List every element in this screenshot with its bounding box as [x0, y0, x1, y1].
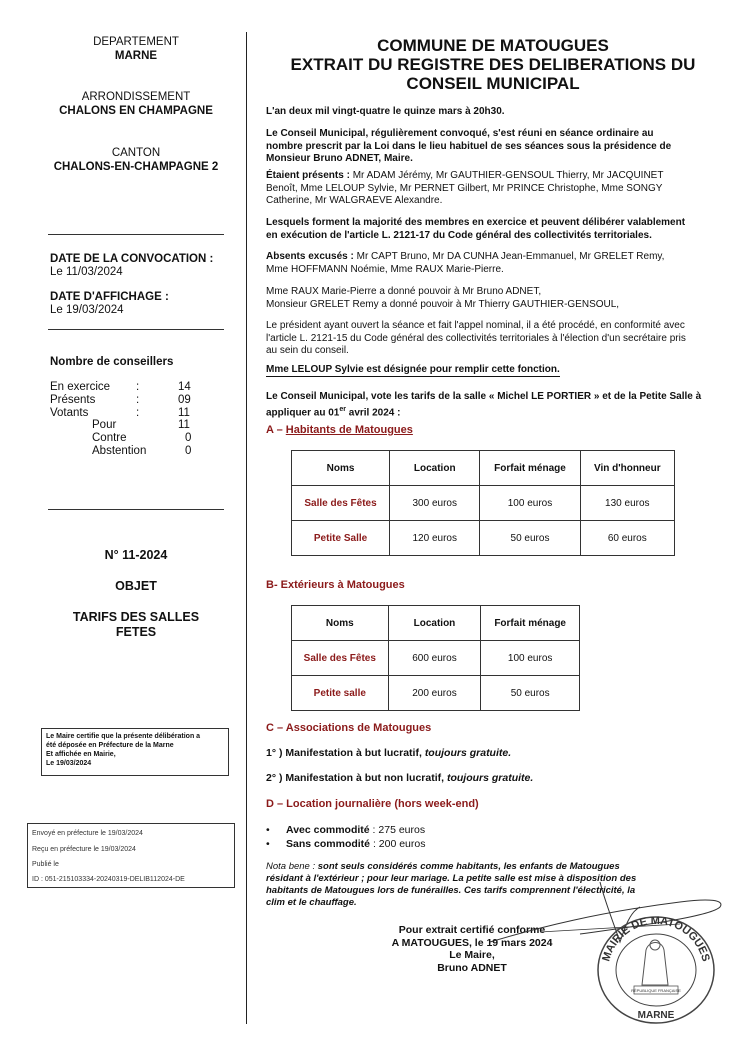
section-c-title: C – Associations de Matougues [266, 722, 432, 734]
list-item [266, 823, 425, 837]
majorite-line: Lesquels forment la majorité des membres en exercice et peuvent délibérer valablement [266, 217, 686, 228]
nota-line: sont seuls considérés comme habitants, les enfants de Matougues [315, 861, 620, 872]
pouvoirs-paragraph [266, 286, 718, 311]
vote-value: 0 [185, 432, 192, 444]
divider [48, 329, 224, 330]
count-sep: : [136, 381, 140, 393]
affichage-label: DATE D'AFFICHAGE : [50, 291, 169, 303]
vote-label: Contre [92, 432, 127, 444]
envoi-line: ID : 051-215103334-20240319-DELIB112024-DE [32, 876, 185, 883]
deliberation-number: N° 11-2024 [104, 548, 168, 562]
table-row [292, 486, 675, 521]
tarif-table-exterieurs [291, 605, 580, 711]
presents-line: Benoît, Mme LELOUP Sylvie, Mr PERNET Gilbert, Mr PRINCE Christophe, Mme SONGY [266, 182, 663, 194]
column-divider [246, 32, 247, 1024]
table-cell: 60 euros [580, 521, 674, 556]
presents-label: Étaient présents : [266, 170, 350, 181]
departement-value: MARNE [114, 50, 158, 62]
objet-line2: FETES [115, 625, 157, 639]
section-a-prefix: A – [266, 424, 286, 436]
president-line: Le président ayant ouvert la séance et fait l'appel nominal, il a été procédé, en conformité avec [266, 320, 685, 331]
section-c-item2-text: 2° ) Manifestation à but non lucratif, [266, 772, 447, 784]
intro-paragraph [266, 128, 718, 166]
divider [48, 234, 224, 235]
count-value: 09 [178, 394, 191, 406]
nota-prefix: Nota bene : [266, 861, 316, 872]
envoi-line: Publié le [32, 861, 59, 868]
stamp-bottom-text: MARNE [637, 1010, 675, 1021]
arrondissement-label: ARRONDISSEMENT [81, 91, 191, 103]
objet-label: OBJET [115, 579, 157, 593]
item-label: Sans commodité [286, 838, 371, 850]
vote-label: Abstention [92, 445, 147, 457]
president-paragraph [266, 320, 718, 358]
list-item [266, 837, 425, 851]
section-c-item2 [266, 772, 533, 784]
section-c-item1-emphasis: toujours gratuite. [424, 747, 512, 759]
table-cell: Salle des Fêtes [292, 486, 390, 521]
table-cell: 600 euros [388, 641, 481, 676]
envoi-line: Reçu en préfecture le 19/03/2024 [32, 846, 136, 853]
convocation-label: DATE DE LA CONVOCATION : [50, 253, 214, 265]
prefecture-box [27, 823, 235, 888]
table-cell: 120 euros [390, 521, 480, 556]
section-c-item1 [266, 747, 511, 759]
table-row [292, 641, 580, 676]
vote-line: Le Conseil Municipal, vote les tarifs de la salle « Michel LE PORTIER » et de la Petite Salle à [266, 391, 702, 402]
table-header-cell: Forfait ménage [481, 606, 580, 641]
bullet-icon: • [266, 824, 270, 836]
certif-line: Et affichée en Mairie, [46, 751, 116, 758]
objet-line1: TARIFS DES SALLES [72, 610, 200, 624]
certif-line: été déposée en Préfecture de la Marne [46, 742, 174, 749]
certif-line: Le Maire certifie que la présente délibération a [46, 733, 201, 740]
table-cell: 50 euros [481, 676, 580, 711]
section-a-title [266, 424, 413, 436]
nota-line: résidant à l'extérieur ; pour leur mariage. La petite salle est mise à disposition des [266, 873, 637, 884]
table-header-cell: Location [388, 606, 481, 641]
section-a-link: Habitants de Matougues [285, 424, 413, 436]
excuses-line: Mr CAPT Bruno, Mr DA CUNHA Jean-Emmanuel, Mr GRELET Remy, [356, 251, 665, 262]
table-header-cell: Forfait ménage [480, 451, 580, 486]
secretaire-line: Mme LELOUP Sylvie est désignée pour remplir cette fonction. [266, 364, 560, 375]
nota-line: habitants de Matougues lors de funérailles. Ces tarifs comprennent l'électricité, la [266, 885, 636, 896]
excuses-paragraph [266, 251, 718, 276]
table-header-row [292, 451, 675, 486]
president-line: l'article L. 2121-15 du Code général des collectivités territoriales à l'élection d'un secrétaire pris [266, 332, 686, 344]
count-label: Votants [50, 407, 89, 419]
presents-line: Catherine, Mr WALGRAEVE Alexandre. [266, 195, 443, 206]
header-line1: COMMUNE DE MATOUGUES [377, 36, 609, 55]
table-cell: 300 euros [390, 486, 480, 521]
table-header-cell: Noms [292, 451, 390, 486]
stamp-top-text: MAIRIE DE MATOUGUES [600, 914, 712, 963]
affichage-date: Le 19/03/2024 [50, 304, 124, 316]
certification-box [41, 728, 229, 776]
excuses-line: Mme HOFFMANN Noémie, Mme RAUX Marie-Pierre. [266, 263, 504, 275]
vote-label: Pour [92, 419, 117, 431]
excuses-label: Absents excusés : [266, 251, 354, 262]
table-cell: 130 euros [580, 486, 674, 521]
count-sep: : [136, 394, 140, 406]
vote-paragraph [266, 391, 718, 419]
table-cell: 100 euros [480, 486, 580, 521]
canton-value: CHALONS-EN-CHAMPAGNE 2 [53, 161, 219, 173]
table-header-cell: Location [390, 451, 480, 486]
table-cell: Petite Salle [292, 521, 390, 556]
divider [48, 509, 224, 510]
vote-line: appliquer au 01 [266, 406, 340, 418]
signature-line: Bruno ADNET [437, 961, 507, 974]
count-label: Présents [50, 394, 96, 406]
section-d-list [266, 823, 425, 851]
vote-line: avril 2024 : [345, 406, 401, 418]
section-c-item2-emphasis: toujours gratuite. [446, 772, 534, 784]
presents-line: Mr ADAM Jérémy, Mr GAUTHIER-GENSOUL Thierry, Mr JACQUINET [352, 170, 664, 181]
bullet-icon: • [266, 838, 270, 850]
intro-line: nombre prescrit par la Loi dans le lieu habituel de ses séances sous la présidence de [266, 140, 672, 152]
count-value: 11 [178, 407, 190, 419]
count-value: 14 [178, 381, 191, 393]
nota-line: clim et le chauffage. [266, 897, 357, 908]
table-cell: Petite salle [292, 676, 389, 711]
signature-line: Le Maire, [449, 949, 495, 961]
conseillers-label: Nombre de conseillers [50, 356, 174, 368]
count-sep: : [136, 407, 140, 419]
section-d-title: D – Location journalière (hors week-end) [266, 798, 479, 810]
stamp-band-text: RÉPUBLIQUE FRANÇAISE [631, 988, 681, 993]
pouvoir-line: Monsieur GRELET Remy a donné pouvoir à Mr Thierry GAUTHIER-GENSOUL, [266, 298, 620, 310]
item-value: : 275 euros [369, 824, 426, 836]
table-row [292, 676, 580, 711]
arrondissement-value: CHALONS EN CHAMPAGNE [59, 105, 213, 117]
certif-line: Le 19/03/2024 [46, 760, 92, 767]
table-header-cell: Noms [292, 606, 389, 641]
item-value: : 200 euros [370, 838, 426, 850]
intro-line: Le Conseil Municipal, régulièrement convoqué, s'est réuni en séance ordinaire au [266, 128, 654, 139]
convocation-date: Le 11/03/2024 [50, 266, 123, 278]
departement-label: DEPARTEMENT [93, 36, 179, 48]
table-cell: 50 euros [480, 521, 580, 556]
envoi-line: Envoyé en préfecture le 19/03/2024 [32, 830, 143, 837]
presents-paragraph [266, 170, 718, 208]
vote-superscript: er [339, 405, 346, 413]
table-header-cell: Vin d'honneur [580, 451, 674, 486]
table-header-row [292, 606, 580, 641]
header-line2: EXTRAIT DU REGISTRE DES DELIBERATIONS DU [290, 55, 696, 74]
table-row [292, 521, 675, 556]
vote-value: 11 [178, 419, 190, 431]
header-line3: CONSEIL MUNICIPAL [406, 74, 580, 93]
pouvoir-line: Mme RAUX Marie-Pierre a donné pouvoir à Mr Bruno ADNET, [266, 286, 542, 297]
count-label: En exercice [50, 381, 111, 393]
canton-label: CANTON [111, 147, 161, 159]
section-b-title: B- Extérieurs à Matougues [266, 579, 405, 591]
section-c-item1-text: 1° ) Manifestation à but lucratif, [266, 747, 425, 759]
item-label: Avec commodité [286, 824, 370, 836]
majorite-paragraph [266, 217, 718, 242]
president-line: au sein du conseil. [266, 345, 349, 356]
tarif-table-habitants [291, 450, 675, 556]
vote-value: 0 [185, 445, 192, 457]
mairie-stamp [594, 910, 718, 1024]
signature-line: Pour extrait certifié conforme [398, 924, 546, 936]
date-line: L'an deux mil vingt-quatre le quinze mars à 20h30. [266, 106, 505, 117]
table-cell: Salle des Fêtes [292, 641, 389, 676]
table-cell: 100 euros [481, 641, 580, 676]
signature-line: A MATOUGUES, le 19 mars 2024 [391, 936, 553, 949]
table-cell: 200 euros [388, 676, 481, 711]
intro-line: Monsieur Bruno ADNET, Maire. [266, 153, 413, 164]
majorite-line: en exécution de l'article L. 2121-17 du Code général des collectivités territoriales. [266, 229, 652, 241]
